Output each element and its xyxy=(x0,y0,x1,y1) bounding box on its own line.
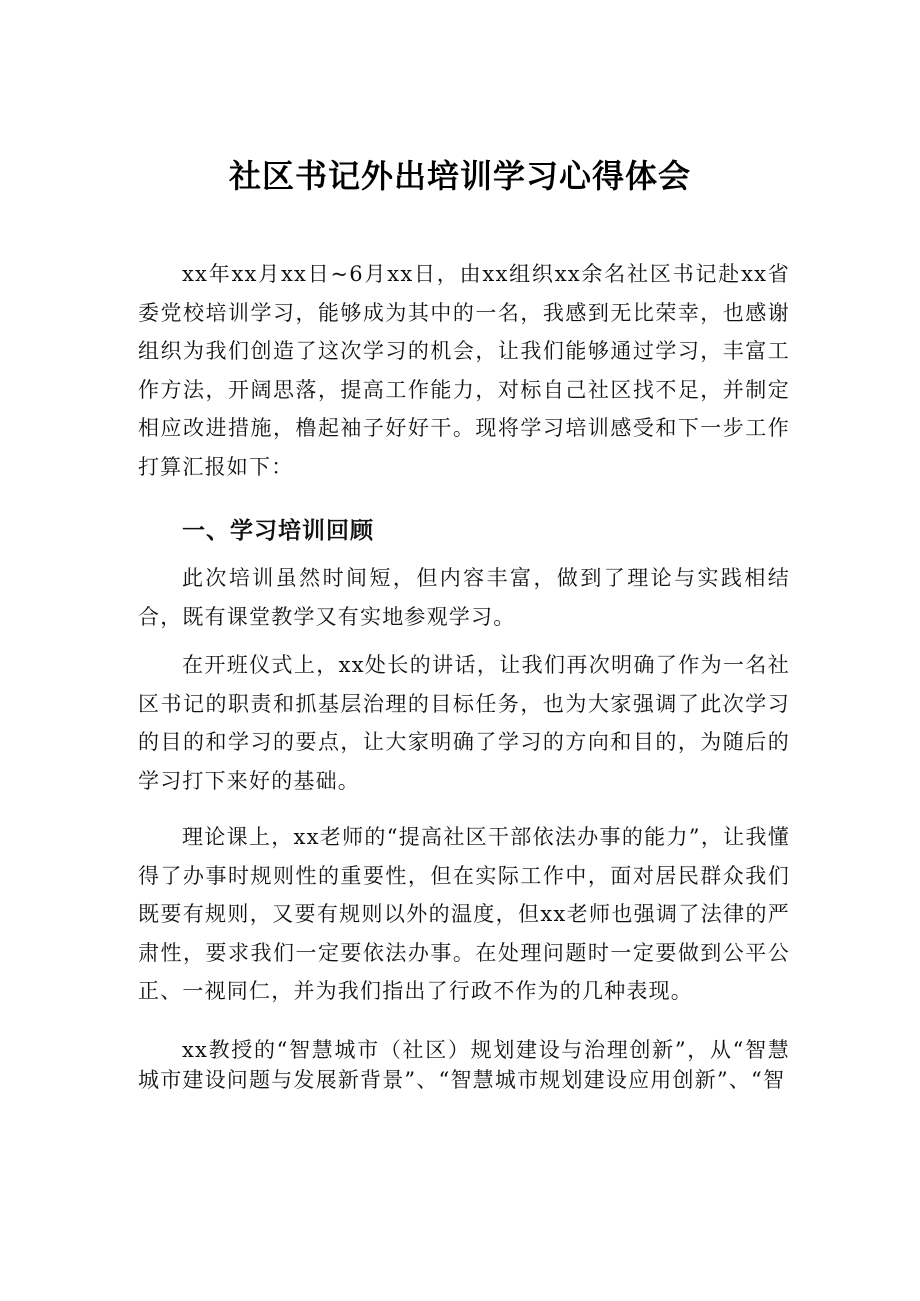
section-heading: 一、学习培训回顾 xyxy=(182,518,374,544)
intro-paragraph: xx年xx月xx日~6月xx日，由xx组织xx余名社区书记赴xx省委党校培训学习，能够成为其中的一名，我感到无比荣幸，也感谢组织为我们创造了这次学习的机会，让我们能够通过学习，丰富工作方法，开阔思落，提高工作能力，对标自己社区找不足，并制定相应改进措施，橹起袖子好好干。现将学习培训感受和下一步工作打算汇报如下： xyxy=(138,262,790,479)
body-paragraph-3: 理论课上，xx老师的“提高社区干部依法办事的能力”，让我懂得了办事时规则性的重要性，但在实际工作中，面对居民群众我们既要有规则，又要有规则以外的温度，但xx老师也强调了法律的严肃性，要求我们一定要依法办事。在处理问题时一定要做到公平公正、一视同仁，并为我们指出了行政不作为的几种表现。 xyxy=(138,825,790,1003)
body-paragraph-1: 此次培训虽然时间短，但内容丰富，做到了理论与实践相结合，既有课堂教学又有实地参观学习。 xyxy=(138,566,790,629)
body-paragraph-2: 在开班仪式上，xx处长的讲话，让我们再次明确了作为一名社区书记的职责和抓基层治理的目标任务，也为大家强调了此次学习的目的和学习的要点，让大家明确了学习的方向和目的，为随后的学习打下来好的基础。 xyxy=(138,653,790,793)
body-paragraph-4: xx教授的“智慧城市（社区）规划建设与治理创新”，从“智慧城市建设问题与发展新背景”、“智慧城市规划建设应用创新”、“智 xyxy=(138,1038,790,1092)
document-title: 社区书记外出培训学习心得体会 xyxy=(228,157,691,195)
